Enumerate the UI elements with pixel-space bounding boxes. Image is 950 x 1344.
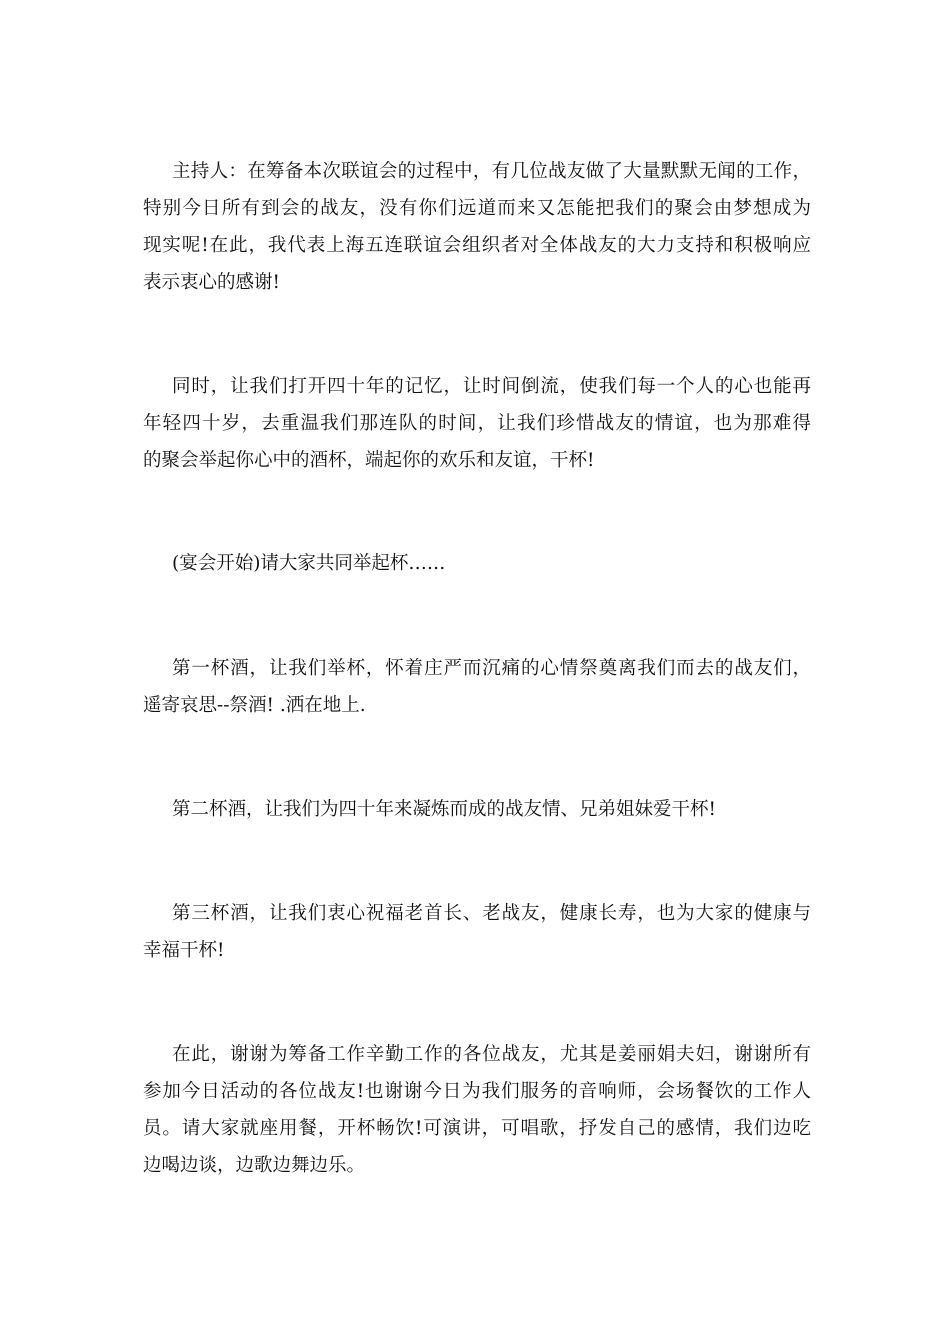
text-line: 特别今日所有到会的战友，没有你们远道而来又怎能把我们的聚会由梦想成为 [143, 198, 811, 219]
text-line: 现实呢!在此，我代表上海五连联谊会组织者对全体战友的大力支持和积极响应 [143, 235, 811, 256]
paragraph-closing-thanks [143, 1036, 811, 1184]
text-line: 第三杯酒，让我们衷心祝福老首长、老战友，健康长寿，也为大家的健康与 [172, 903, 811, 924]
paragraph-second-toast [143, 791, 811, 828]
text-line: (宴会开始)请大家共同举起杯…… [172, 553, 446, 574]
paragraph-host-thanks [143, 153, 811, 301]
paragraph-third-toast [143, 895, 811, 969]
text-line: 遥寄哀思--祭酒! .洒在地上. [143, 695, 366, 716]
text-line: 同时，让我们打开四十年的记忆，让时间倒流，使我们每一个人的心也能再 [172, 376, 811, 397]
text-line: 员。请大家就座用餐，开杯畅饮!可演讲，可唱歌，抒发自己的感情，我们边吃 [143, 1118, 811, 1139]
text-line: 年轻四十岁，去重温我们那连队的时间，让我们珍惜战友的情谊，也为那难得 [143, 413, 811, 434]
paragraph-banquet-start [143, 545, 811, 582]
text-line: 第一杯酒，让我们举杯，怀着庄严而沉痛的心情祭奠离我们而去的战友们， [172, 658, 811, 679]
text-line: 边喝边谈，边歌边舞边乐。 [143, 1155, 366, 1176]
paragraph-first-toast [143, 650, 811, 724]
text-line: 主持人：在筹备本次联谊会的过程中，有几位战友做了大量默默无闻的工作， [172, 161, 811, 182]
text-line: 幸福干杯! [143, 940, 225, 961]
paragraph-memories [143, 368, 811, 479]
text-line: 第二杯酒，让我们为四十年来凝炼而成的战友情、兄弟姐妹爱干杯! [172, 799, 716, 820]
text-line: 的聚会举起你心中的酒杯，端起你的欢乐和友谊，干杯! [143, 450, 595, 471]
text-line: 在此，谢谢为筹备工作辛勤工作的各位战友，尤其是姜丽娟夫妇，谢谢所有 [172, 1044, 811, 1065]
text-line: 参加今日活动的各位战友!也谢谢今日为我们服务的音响师，会场餐饮的工作人 [143, 1081, 811, 1102]
text-line: 表示衷心的感谢! [143, 272, 280, 293]
